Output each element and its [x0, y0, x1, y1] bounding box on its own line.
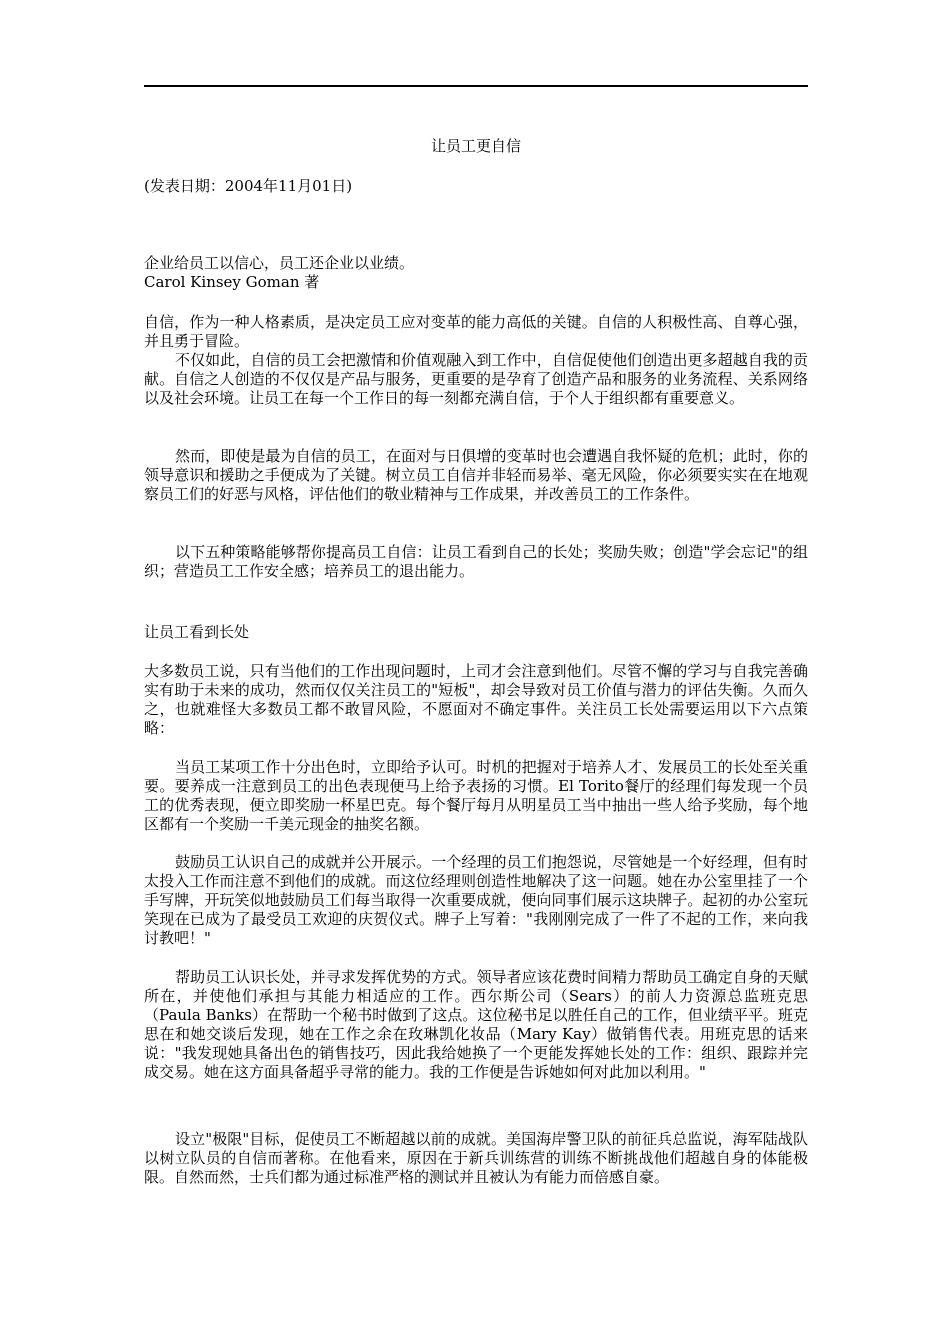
section-paragraph-1: 大多数员工说，只有当他们的工作出现问题时，上司才会注意到他们。尽管不懈的学习与自我完善确实有助于未来的成功，然而仅仅关注员工的"短板"，却会导致对员工价值与潜力的评估失衡。久而久之，也就难怪大多数员工都不敢冒风险，不愿面对不确定事件。关注员工长处需要运用以下六点策略： — [144, 662, 808, 737]
document-page — [144, 0, 808, 1344]
section-paragraph-4: 帮助员工认识长处，并寻求发挥优势的方式。领导者应该花费时间精力帮助员工确定自身的天赋所在，并使他们承担与其能力相适应的工作。西尔斯公司（Sears）的前人力资源总监班克思（Paula Banks）在帮助一个秘书时做到了这点。这位秘书足以胜任自己的工作，但业绩平平。班克思在和她交谈后发现，她在工作之余在玫琳凯化妆品（Mary Kay）做销售代表。用班克思的话来说："我发现她具备出色的销售技巧，因此我给她换了一个更能发挥她长处的工作：组织、跟踪并完成交易。她在这方面具备超乎寻常的能力。我的工作便是告诉她如何对此加以利用。" — [144, 968, 808, 1081]
header-rule — [144, 85, 808, 87]
intro-paragraph-1: 自信，作为一种人格素质，是决定员工应对变革的能力高低的关键。自信的人积极性高、自尊心强，并且勇于冒险。 — [144, 313, 808, 350]
section-paragraph-5: 设立"极限"目标，促使员工不断超越以前的成就。美国海岸警卫队的前征兵总监说，海军陆战队以树立队员的自信而著称。在他看来，原因在于新兵训练营的训练不断挑战他们超越自身的体能极限。自然而然，士兵们都为通过标准严格的测试并且被认为有能力而倍感自豪。 — [144, 1130, 808, 1186]
intro-paragraph-3: 然而，即使是最为自信的员工，在面对与日俱增的变革时也会遭遇自我怀疑的危机；此时，你的领导意识和援助之手便成为了关键。树立员工自信并非轻而易举、毫无风险，你必须要实实在在地观察员工们的好恶与风格，评估他们的敬业精神与工作成果，并改善员工的工作条件。 — [144, 447, 808, 503]
publish-date: (发表日期：2004年11月01日) — [144, 177, 353, 195]
section-paragraph-2: 当员工某项工作十分出色时，立即给予认可。时机的把握对于培养人才、发展员工的长处至关重要。要养成一注意到员工的出色表现便马上给予表扬的习惯。El Torito餐厅的经理们每发现一个员工的优秀表现，便立即奖励一杯星巴克。每个餐厅每月从明星员工当中抽出一些人给予奖励，每个地区都有一个奖励一千美元现金的抽奖名额。 — [144, 758, 808, 833]
article-title: 让员工更自信 — [430, 137, 521, 155]
section-heading: 让员工看到长处 — [144, 623, 250, 641]
article-author: Carol Kinsey Goman 著 — [144, 273, 320, 291]
intro-paragraph-2: 不仅如此，自信的员工会把激情和价值观融入到工作中，自信促使他们创造出更多超越自我的贡献。自信之人创造的不仅仅是产品与服务，更重要的是孕育了创造产品和服务的业务流程、关系网络以及社会环境。让员工在每一个工作日的每一刻都充满自信，于个人于组织都有重要意义。 — [144, 351, 808, 407]
article-lead: 企业给员工以信心，员工还企业以业绩。 — [144, 254, 415, 272]
intro-paragraph-4: 以下五种策略能够帮你提高员工自信：让员工看到自己的长处；奖励失败；创造"学会忘记"的组织；营造员工工作安全感；培养员工的退出能力。 — [144, 543, 808, 580]
section-paragraph-3: 鼓励员工认识自己的成就并公开展示。一个经理的员工们抱怨说，尽管她是一个好经理，但有时太投入工作而注意不到他们的成就。而这位经理则创造性地解决了这一问题。她在办公室里挂了一个手写牌，开玩笑似地鼓励员工们每当取得一次重要成就，便向同事们展示这块牌子。起初的办公室玩笑现在已成为了最受员工欢迎的庆贺仪式。牌子上写着："我刚刚完成了一件了不起的工作，来向我讨教吧！" — [144, 853, 808, 947]
